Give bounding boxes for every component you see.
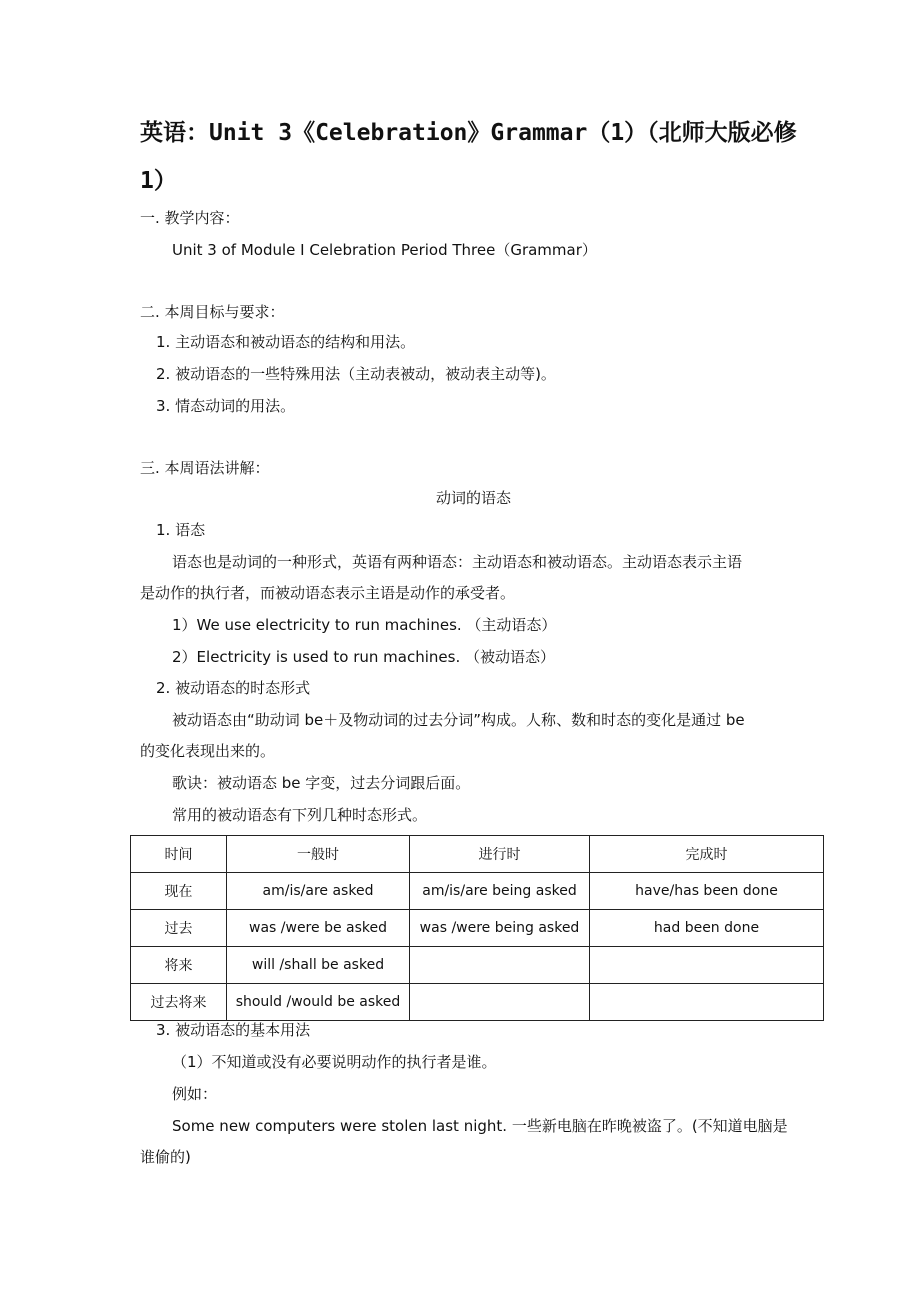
table-cell: should /would be asked <box>227 984 410 1021</box>
table-cell <box>590 947 824 984</box>
table-cell: 将来 <box>131 947 227 984</box>
section3-heading: 三. 本周语法讲解： <box>140 459 270 477</box>
table-row <box>131 910 824 947</box>
table-cell <box>410 947 590 984</box>
goal-item: 3. 情态动词的用法。 <box>156 397 296 415</box>
passive-voice-tense-table <box>130 835 824 1021</box>
subsection-heading-tense: 2. 被动语态的时态形式 <box>156 679 311 697</box>
page-title: 英语：Unit 3《Celebration》Grammar（1）（北师大版必修 <box>140 120 797 146</box>
section1-heading: 一. 教学内容： <box>140 209 240 227</box>
table-cell: 现在 <box>131 873 227 910</box>
table-header-cell: 一般时 <box>227 836 410 873</box>
example-sentence: 2）Electricity is used to run machines. （被动语态） <box>172 648 555 666</box>
example-sentence: 谁偷的) <box>140 1148 191 1166</box>
paragraph-line: 是动作的执行者，而被动语态表示主语是动作的承受者。 <box>140 584 516 602</box>
table-cell: was /were being asked <box>410 910 590 947</box>
example-label: 例如： <box>172 1085 218 1103</box>
table-cell: had been done <box>590 910 824 947</box>
table-cell <box>590 984 824 1021</box>
table-header-cell: 时间 <box>131 836 227 873</box>
usage-point: （1）不知道或没有必要说明动作的执行者是谁。 <box>172 1053 497 1071</box>
table-header-cell: 完成时 <box>590 836 824 873</box>
grammar-topic-title: 动词的语态 <box>436 489 512 507</box>
paragraph-line: 被动语态由“助动词 be＋及物动词的过去分词”构成。人称、数和时态的变化是通过 be <box>172 711 745 729</box>
section1-content: Unit 3 of Module I Celebration Period Three（Grammar） <box>172 241 597 259</box>
table-row <box>131 984 824 1021</box>
table-header-cell: 进行时 <box>410 836 590 873</box>
subsection-heading-voice: 1. 语态 <box>156 521 206 539</box>
example-sentence: 1）We use electricity to run machines. （主动语态） <box>172 616 557 634</box>
section2-heading: 二. 本周目标与要求： <box>140 303 285 321</box>
goal-item: 1. 主动语态和被动语态的结构和用法。 <box>156 333 416 351</box>
table-cell: am/is/are being asked <box>410 873 590 910</box>
table-cell: 过去 <box>131 910 227 947</box>
table-header-row <box>131 836 824 873</box>
subsection-heading-usage: 3. 被动语态的基本用法 <box>156 1021 311 1039</box>
table-row <box>131 947 824 984</box>
page-title-continued: 1） <box>140 168 177 194</box>
paragraph-line: 常用的被动语态有下列几种时态形式。 <box>172 806 428 824</box>
rhyme-line: 歌诀：被动语态 be 字变，过去分词跟后面。 <box>172 774 471 792</box>
paragraph-line: 语态也是动词的一种形式，英语有两种语态：主动语态和被动语态。主动语态表示主语 <box>172 553 743 571</box>
table-cell: am/is/are asked <box>227 873 410 910</box>
table-row <box>131 873 824 910</box>
table-cell: was /were be asked <box>227 910 410 947</box>
table-cell: have/has been done <box>590 873 824 910</box>
example-sentence: Some new computers were stolen last night. 一些新电脑在昨晚被盗了。(不知道电脑是 <box>172 1117 788 1135</box>
paragraph-line: 的变化表现出来的。 <box>140 742 276 760</box>
table-cell: 过去将来 <box>131 984 227 1021</box>
goal-item: 2. 被动语态的一些特殊用法（主动表被动，被动表主动等)。 <box>156 365 556 383</box>
table-cell: will /shall be asked <box>227 947 410 984</box>
table-cell <box>410 984 590 1021</box>
